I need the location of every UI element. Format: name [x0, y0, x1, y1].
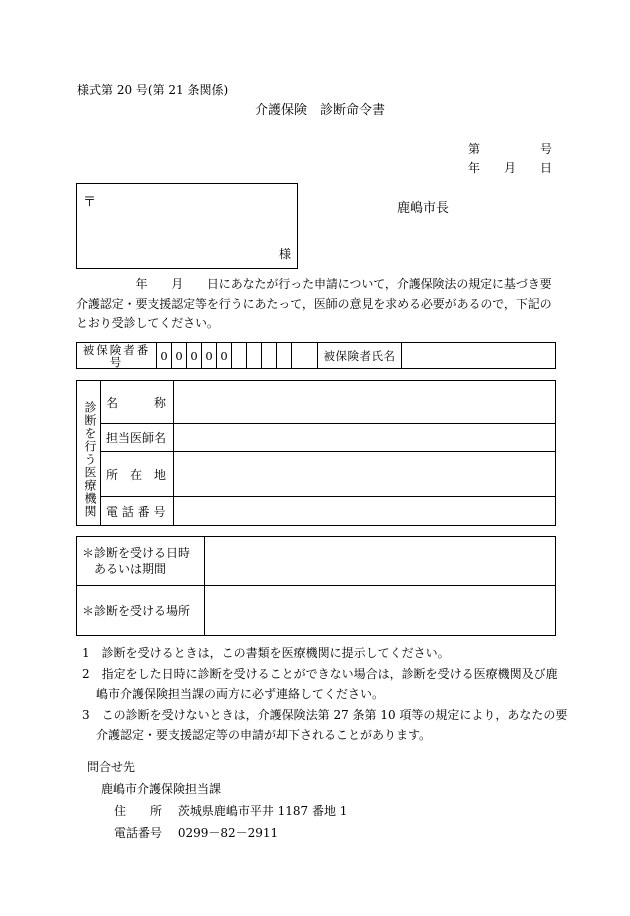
contact-phone-line: [87, 822, 347, 844]
contact-address-line: [87, 800, 347, 822]
insured-name-field[interactable]: [402, 343, 555, 368]
diagnosis-table: [76, 536, 556, 636]
institution-name-row: [101, 381, 555, 424]
number-suffix: 号: [540, 142, 553, 156]
insured-number-label-line1: 被保険者番: [82, 342, 151, 357]
doctor-name-label: 担当医師名: [101, 424, 174, 451]
insured-digit-cell[interactable]: 0: [202, 343, 217, 368]
recipient-honorific: 様: [278, 247, 291, 261]
note-item-continuation: 嶋市介護保険担当課の両方に必ず連絡してください。: [96, 687, 385, 701]
insured-number-label: [77, 343, 157, 368]
contact-phone: 0299－82－2911: [177, 826, 279, 840]
date-month: 月: [504, 161, 517, 175]
insured-digit-cell[interactable]: [262, 343, 277, 368]
doctor-name-row: [101, 424, 555, 452]
insured-digit-cell[interactable]: 0: [187, 343, 202, 368]
number-prefix: 第: [468, 142, 481, 156]
institution-phone-label: 電 話 番 号: [101, 497, 174, 525]
institution-address-row: [101, 452, 555, 497]
institution-phone-row: [101, 497, 555, 525]
insured-number-label-line2: 号: [109, 354, 124, 369]
document-title: 介護保険 診断命令書: [255, 103, 386, 118]
note-item-continuation: 介護認定・要支援認定等の申請が却下されることがあります。: [96, 728, 432, 742]
medical-institution-vertical-text: 診断を行う医療機関: [83, 401, 97, 518]
medical-institution-section-label: [77, 381, 101, 525]
contact-address-label: 住 所: [114, 804, 163, 818]
insured-name-label: 被保険者氏名: [318, 343, 402, 368]
medical-institution-table: [76, 380, 556, 526]
diagnosis-place-label-text: ＊診断を受ける場所: [82, 603, 191, 618]
diagnosis-datetime-row: [77, 537, 555, 586]
insured-digit-cell[interactable]: [277, 343, 292, 368]
insured-digit-cell[interactable]: [232, 343, 247, 368]
notes-list: [82, 643, 568, 746]
diagnosis-datetime-label-line2: あるいは期間: [94, 562, 167, 576]
diagnosis-place-label: [77, 586, 205, 635]
form-number: 様式第 20 号(第 21 条関係): [77, 83, 229, 97]
diagnosis-place-row: [77, 586, 555, 635]
note-item: 1 診断を受けるときは，この書類を医療機関に提示してください。: [82, 646, 450, 660]
contact-block: [87, 756, 347, 844]
contact-department: 鹿嶋市介護保険担当課: [101, 782, 222, 796]
insured-digit-cell[interactable]: 0: [217, 343, 232, 368]
body-line: とおり受診してください。: [76, 316, 219, 330]
insured-digit-cell[interactable]: 0: [172, 343, 187, 368]
contact-heading: 問合せ先: [87, 760, 136, 774]
institution-name-label: 名 称: [101, 381, 174, 423]
note-item: 3 この診断を受けないときは，介護保険法第 27 条第 10 項等の規定により，あなたの要: [82, 707, 568, 722]
insured-info-row: [76, 342, 556, 369]
diagnosis-datetime-label-line1: ＊診断を受ける日時: [82, 546, 191, 560]
date-year: 年: [468, 161, 481, 175]
diagnosis-datetime-label: [77, 537, 205, 585]
insured-digit-cell[interactable]: [247, 343, 262, 368]
institution-address-label: 所 在 地: [101, 452, 174, 496]
insured-digit-cell[interactable]: [292, 343, 318, 368]
date-day: 日: [540, 161, 553, 175]
body-line: 年 月 日にあなたが行った申請について，介護保険法の規定に基づき要: [76, 277, 552, 291]
contact-phone-label: 電話番号: [114, 826, 163, 840]
body-line: 介護認定・要支援認定等を行うにあたって，医師の意見を求める必要があるので，下記の: [76, 296, 552, 311]
recipient-address-box[interactable]: [76, 183, 298, 269]
issuer-name: 鹿嶋市長: [397, 201, 450, 216]
note-item: 2 指定をした日時に診断を受けることができない場合は，診断を受ける医療機関及び鹿: [82, 666, 558, 681]
contact-address: 茨城県鹿嶋市平井 1187 番地 1: [177, 804, 348, 818]
postal-mark: 〒: [83, 195, 97, 210]
insured-digit-cell[interactable]: 0: [157, 343, 172, 368]
body-paragraph: [76, 275, 556, 334]
